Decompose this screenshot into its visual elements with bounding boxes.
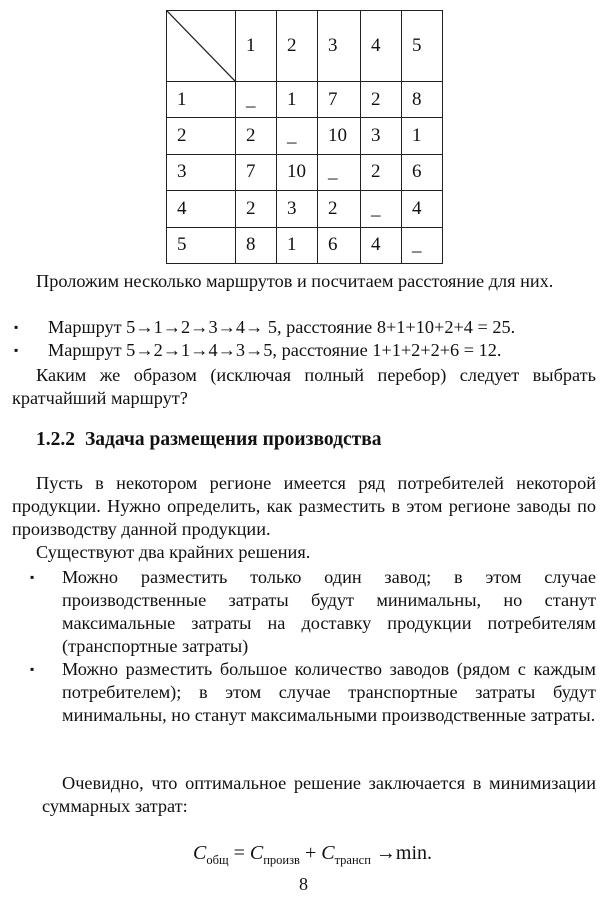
section-number: 1.2.2 (36, 429, 75, 450)
table-row (167, 154, 443, 190)
distance-table (166, 10, 443, 264)
route-item: Маршрут 5→2→1→4→3→5, расстояние 1+1+2+2+6 = 12. (48, 340, 502, 360)
table-corner-cell (167, 11, 236, 82)
table-row (167, 191, 443, 227)
bullet-marker: ▪ (14, 343, 19, 357)
table-row (167, 118, 443, 154)
table-cell: 1 (277, 227, 318, 263)
option-item: Можно разместить только один завод; в этом случае производственные затраты будут минимальны, но станут максимальные затраты на доставку продукции потребителям (транспортные затраты) (62, 567, 596, 656)
table-cell: 4 (361, 227, 402, 263)
page-number: 8 (299, 874, 308, 894)
formula-sub: трансп (334, 853, 371, 867)
row-header: 3 (167, 154, 236, 190)
section-title: Задача размещения производства (85, 429, 382, 450)
conclusion-paragraph: Очевидно, что оптимальное решение заключается в минимизации суммарных затрат: (42, 773, 596, 816)
bullet-marker: ▪ (30, 662, 35, 676)
formula-op: + (299, 842, 322, 864)
question-paragraph: Каким же образом (исключая полный перебор) следует выбрать кратчайший маршрут? (12, 365, 596, 408)
table-cell: 6 (402, 154, 443, 190)
body-paragraph: Существуют два крайних решения. (36, 542, 311, 562)
table-cell: _ (402, 227, 443, 263)
intro-paragraph: Проложим несколько маршрутов и посчитаем расстояние для них. (36, 271, 554, 291)
table-cell: _ (318, 154, 361, 190)
table-cell: 8 (236, 227, 277, 263)
diagonal-divider (167, 11, 235, 81)
body-paragraph: Пусть в некотором регионе имеется ряд потребителей некоторой продукции. Нужно определить, как разместить в этом регионе заводы по производству данной продукции. (12, 473, 596, 539)
table-row (167, 82, 443, 118)
table-cell: 2 (361, 154, 402, 190)
formula-op: = (228, 842, 250, 864)
table-cell: _ (277, 118, 318, 154)
table-cell: 1 (277, 82, 318, 118)
bullet-marker: ▪ (14, 320, 19, 334)
section-heading (36, 429, 381, 451)
route-item: Маршрут 5→1→2→3→4→ 5, расстояние 8+1+10+2+4 = 25. (48, 317, 516, 337)
table-cell: 4 (402, 191, 443, 227)
table-cell: 8 (402, 82, 443, 118)
table-cell: 3 (277, 191, 318, 227)
formula-var: C (193, 842, 207, 864)
formula-var: C (249, 842, 264, 864)
table-cell: 7 (318, 82, 361, 118)
table-cell: 10 (277, 154, 318, 190)
col-header: 1 (236, 11, 277, 82)
table-cell: 6 (318, 227, 361, 263)
col-header: 5 (402, 11, 443, 82)
option-item: Можно разместить большое количество заводов (рядом с каждым потребителем); в этом случае транспортные затраты будут минимальны, но станут максимальными производственные затраты. (62, 659, 596, 725)
col-header: 2 (277, 11, 318, 82)
row-header: 5 (167, 227, 236, 263)
formula-sub: общ (206, 853, 229, 867)
table-cell: 2 (236, 191, 277, 227)
table-cell: _ (236, 82, 277, 118)
table-cell: 2 (361, 82, 402, 118)
table-cell: 2 (236, 118, 277, 154)
table-header-row (167, 11, 443, 82)
bullet-marker: ▪ (30, 570, 35, 584)
table-cell: 3 (361, 118, 402, 154)
cost-formula (193, 842, 432, 868)
table-cell: _ (361, 191, 402, 227)
row-header: 1 (167, 82, 236, 118)
table-cell: 1 (402, 118, 443, 154)
formula-op: →min. (370, 842, 433, 864)
table-cell: 7 (236, 154, 277, 190)
formula-sub: произв (263, 853, 300, 867)
table-cell: 2 (318, 191, 361, 227)
table-cell: 10 (318, 118, 361, 154)
col-header: 4 (361, 11, 402, 82)
formula-var: C (321, 842, 335, 864)
table-row (167, 227, 443, 263)
row-header: 4 (167, 191, 236, 227)
row-header: 2 (167, 118, 236, 154)
col-header: 3 (318, 11, 361, 82)
